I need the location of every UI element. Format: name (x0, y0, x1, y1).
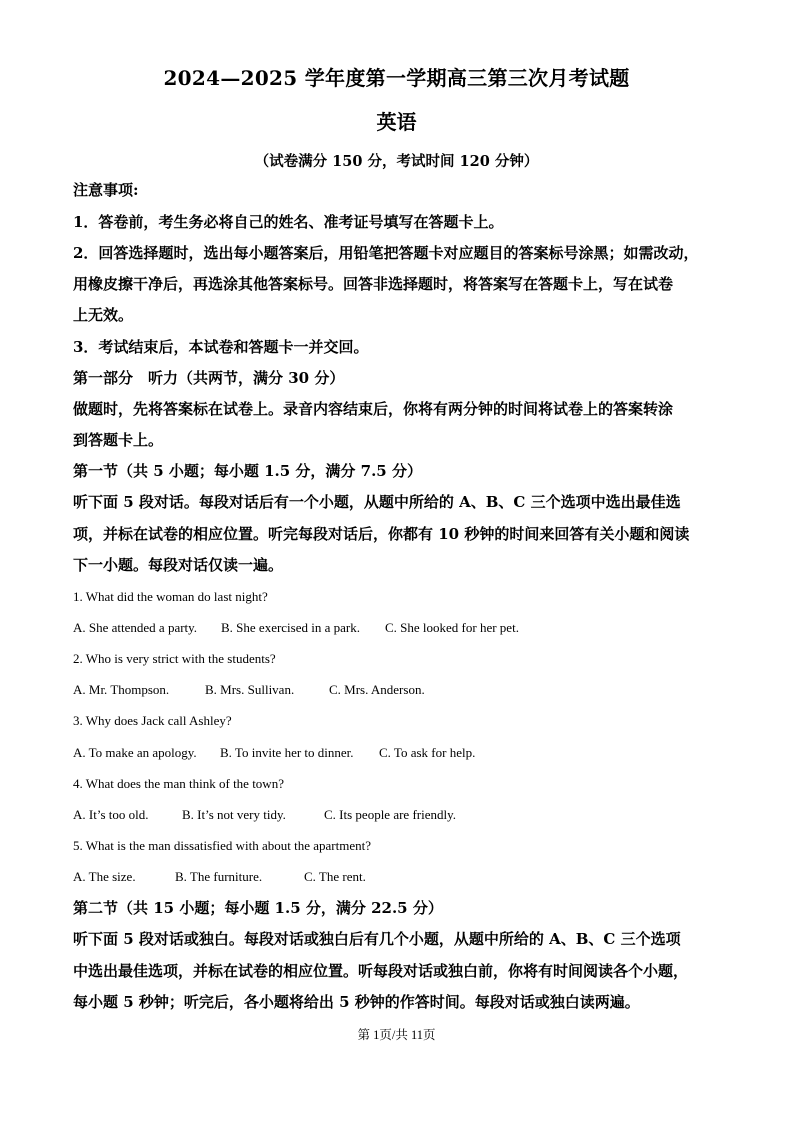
subject-title: 英语 (376, 110, 417, 134)
options-1 (73, 619, 519, 637)
option-4b: B. It’s not very tidy. (182, 807, 286, 822)
option-2b: B. Mrs. Sullivan. (205, 682, 295, 697)
option-5b: B. The furniture. (175, 869, 263, 884)
option-3a: A. To make an apology. (73, 745, 197, 760)
page-number: 第 1页/共 11页 (357, 1028, 436, 1042)
notice-line-2b: 用橡皮擦干净后，再选涂其他答案标号。回答非选择题时，将答案写在答题卡上，写在试卷 (73, 275, 674, 293)
part1-intro-a: 做题时，先将答案标在试卷上。录音内容结束后，你将有两分钟的时间将试卷上的答案转涂 (73, 400, 674, 418)
exam-title: 2024—2025 学年度第一学期高三第三次月考试题 (163, 66, 630, 90)
section2-intro-b: 中选出最佳选项，并标在试卷的相应位置。听每段对话或独白前，你将有时间阅读各个小题， (73, 962, 689, 980)
part1-intro-b: 到答题卡上。 (73, 431, 164, 449)
option-5c: C. The rent. (304, 869, 366, 884)
notice-line-2c: 上无效。 (73, 306, 134, 324)
section1-heading: 第一节（共 5 小题；每小题 1.5 分，满分 7.5 分） (73, 462, 422, 480)
question-4: 4. What does the man think of the town? (73, 776, 284, 791)
section1-intro-a: 听下面 5 段对话。每段对话后有一个小题，从题中所给的 A、B、C 三个选项中选出最佳选 (73, 493, 681, 511)
notice-line-2a: 2．回答选择题时，选出每小题答案后，用铅笔把答题卡对应题目的答案标号涂黑；如需改动， (73, 244, 699, 262)
part1-heading: 第一部分 听力（共两节，满分 30 分） (73, 369, 345, 387)
question-3: 3. Why does Jack call Ashley? (73, 713, 232, 728)
option-2a: A. Mr. Thompson. (73, 682, 170, 697)
notice-heading: 注意事项: (73, 181, 139, 199)
option-1b: B. She exercised in a park. (221, 620, 360, 635)
options-5 (73, 868, 366, 886)
option-2c: C. Mrs. Anderson. (329, 682, 425, 697)
options-4 (73, 806, 456, 824)
section2-intro-c: 每小题 5 秒钟；听完后，各小题将给出 5 秒钟的作答时间。每段对话或独白读两遍。 (73, 993, 640, 1011)
section1-intro-c: 下一小题。每段对话仅读一遍。 (73, 556, 284, 574)
notice-line-3: 3．考试结束后，本试卷和答题卡一并交回。 (73, 338, 369, 356)
question-2: 2. Who is very strict with the students? (73, 651, 276, 666)
option-1a: A. She attended a party. (73, 620, 198, 635)
option-4a: A. It’s too old. (73, 807, 149, 822)
section2-heading: 第二节（共 15 小题；每小题 1.5 分，满分 22.5 分） (73, 899, 443, 917)
question-1: 1. What did the woman do last night? (73, 589, 268, 604)
option-5a: A. The size. (73, 869, 136, 884)
options-2 (73, 681, 425, 699)
section1-intro-b: 项，并标在试卷的相应位置。听完每段对话后，你都有 10 秒钟的时间来回答有关小题和阅读 (73, 525, 690, 543)
option-3c: C. To ask for help. (379, 745, 476, 760)
option-4c: C. Its people are friendly. (324, 807, 456, 822)
question-5: 5. What is the man dissatisfied with about the apartment? (73, 838, 371, 853)
exam-info: （试卷满分 150 分，考试时间 120 分钟） (254, 153, 539, 170)
section2-intro-a: 听下面 5 段对话或独白。每段对话或独白后有几个小题，从题中所给的 A、B、C 三个选项 (73, 930, 681, 948)
notice-line-1: 1．答卷前，考生务必将自己的姓名、准考证号填写在答题卡上。 (73, 213, 504, 231)
option-1c: C. She looked for her pet. (385, 620, 519, 635)
options-3 (73, 744, 475, 762)
option-3b: B. To invite her to dinner. (220, 745, 354, 760)
